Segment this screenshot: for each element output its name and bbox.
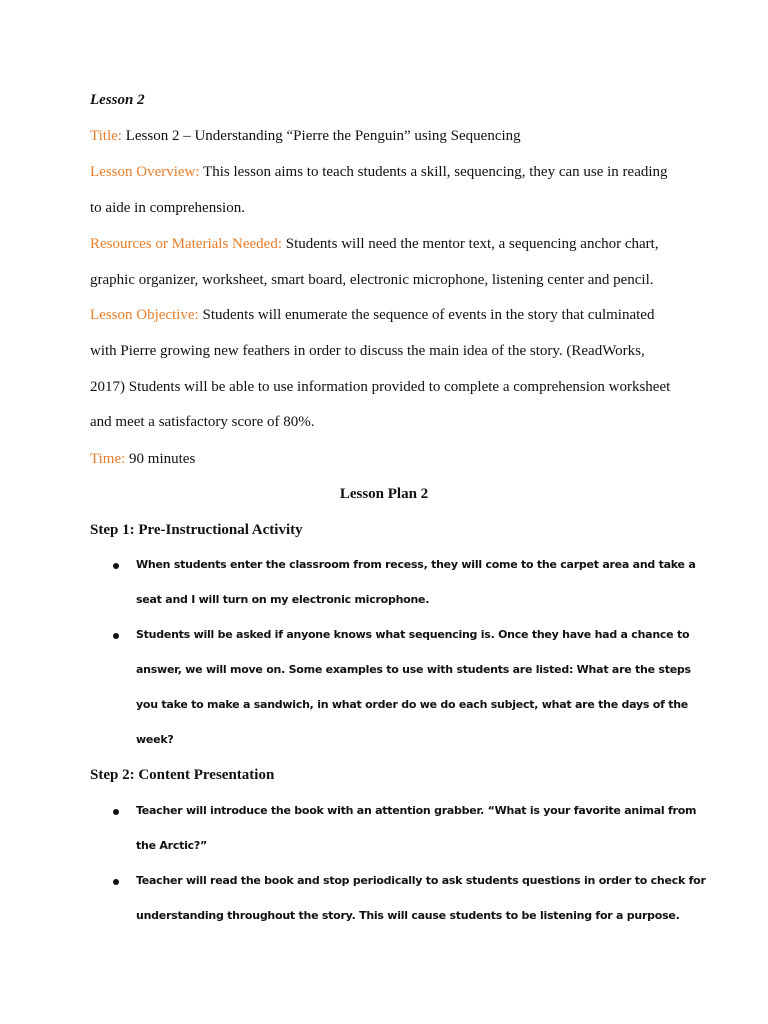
time-text: 90 minutes xyxy=(129,451,196,467)
objective-label: Lesson Objective: xyxy=(90,307,199,323)
step-2-bullet-2-line-2: understanding throughout the story. This will cause students to be listening for a purpose. xyxy=(136,909,680,922)
objective-line-1 xyxy=(90,307,654,324)
step-1-bullet-1-line-2: seat and I will turn on my electronic microphone. xyxy=(136,593,430,606)
title-text: Lesson 2 – Understanding “Pierre the Penguin” using Sequencing xyxy=(125,128,521,144)
overview-label: Lesson Overview: xyxy=(90,164,200,180)
step-1-bullet-2-line-1: Students will be asked if anyone knows what sequencing is. Once they have had a chance to xyxy=(136,628,690,641)
time-line xyxy=(90,451,195,468)
step-1-bullet-2-line-4: week? xyxy=(136,733,174,746)
overview-text-1: This lesson aims to teach students a skill, sequencing, they can use in reading xyxy=(203,164,668,180)
step-1-bullet-2-line-2: answer, we will move on. Some examples to use with students are listed: What are the steps xyxy=(136,663,691,676)
step-1-heading: Step 1: Pre-Instructional Activity xyxy=(90,522,303,538)
resources-line-1 xyxy=(90,236,659,253)
lesson-plan-heading: Lesson Plan 2 xyxy=(339,486,429,502)
objective-line-2: with Pierre growing new feathers in order to discuss the main idea of the story. (ReadWorks, xyxy=(90,343,645,359)
step-1-bullet-1-line-1: When students enter the classroom from recess, they will come to the carpet area and take a xyxy=(136,558,696,571)
step-2-bullet-2-line-1: Teacher will read the book and stop periodically to ask students questions in order to check for xyxy=(136,874,706,887)
step-1-bullet-2-line-3: you take to make a sandwich, in what order do we do each subject, what are the days of the xyxy=(136,698,689,711)
bullet-dot xyxy=(113,879,119,885)
bullet-dot xyxy=(113,809,119,815)
objective-line-4: and meet a satisfactory score of 80%. xyxy=(90,414,315,430)
time-label: Time: xyxy=(90,451,126,467)
title-label: Title: xyxy=(90,128,122,144)
step-2-heading: Step 2: Content Presentation xyxy=(90,767,275,783)
resources-label: Resources or Materials Needed: xyxy=(90,236,283,252)
bullet-dot xyxy=(113,563,119,569)
objective-line-3: 2017) Students will be able to use information provided to complete a comprehension worksheet xyxy=(90,379,671,395)
overview-line-2: to aide in comprehension. xyxy=(90,200,245,216)
objective-text-1: Students will enumerate the sequence of events in the story that culminated xyxy=(202,307,655,323)
resources-line-2: graphic organizer, worksheet, smart board, electronic microphone, listening center and pencil. xyxy=(90,272,654,288)
step-2-bullet-1-line-2: the Arctic?” xyxy=(136,839,207,852)
step-2-bullet-1-line-1: Teacher will introduce the book with an attention grabber. “What is your favorite animal from xyxy=(136,804,697,817)
title-line xyxy=(90,128,521,145)
overview-line-1 xyxy=(90,164,668,181)
lesson-heading: Lesson 2 xyxy=(90,92,145,108)
resources-text-1: Students will need the mentor text, a sequencing anchor chart, xyxy=(285,236,659,252)
bullet-dot xyxy=(113,633,119,639)
